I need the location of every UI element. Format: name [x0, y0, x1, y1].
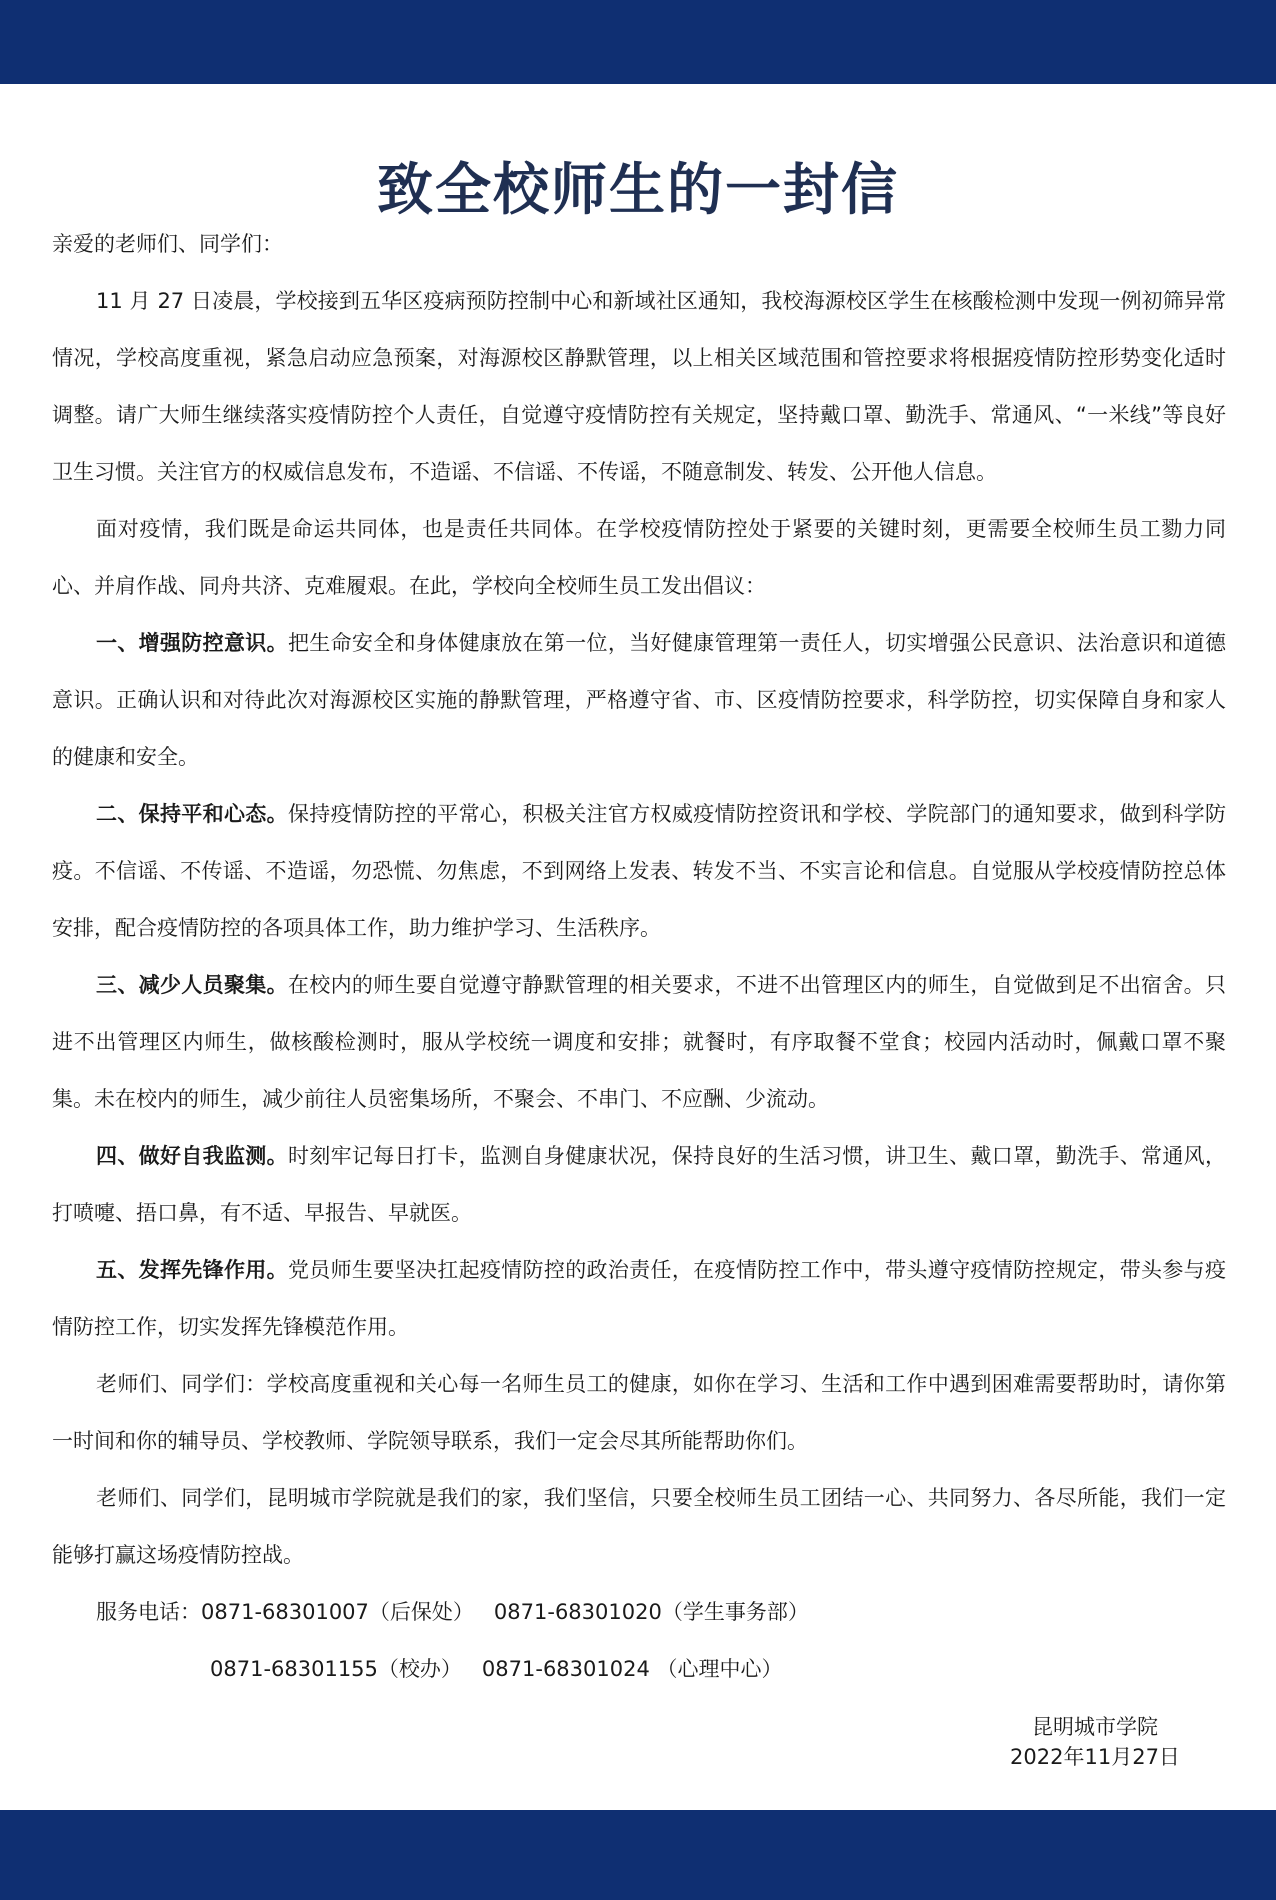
letter-body: [52, 216, 1226, 1698]
signature-organization: 昆明城市学院: [1032, 1715, 1158, 1739]
proposal-heading: 一、增强防控意识。: [96, 631, 288, 655]
closing-paragraph: 老师们、同学们，昆明城市学院就是我们的家，我们坚信，只要全校师生员工团结一心、共同努力、各尽所能，我们一定能够打赢这场疫情防控战。: [52, 1486, 1226, 1567]
proposal-heading: 四、做好自我监测。: [96, 1144, 288, 1168]
signature-date: 2022年11月27日: [1010, 1745, 1180, 1769]
proposal-text: 保持疫情防控的平常心，积极关注官方权威疫情防控资讯和学校、学院部门的通知要求，做到科学防疫。不信谣、不传谣、不造谣，勿恐慌、勿焦虑，不到网络上发表、转发不当、不实言论和信息。自觉服从学校疫情防控总体安排，配合疫情防控的各项具体工作，助力维护学习、生活秩序。: [52, 802, 1227, 940]
salutation: 亲爱的老师们、同学们：: [52, 232, 283, 256]
phone-number: 0871-68301020（学生事务部）: [493, 1600, 809, 1624]
proposal-item: [52, 957, 1226, 1128]
proposal-item: [52, 786, 1226, 957]
letter-title: 致全校师生的一封信: [377, 156, 899, 223]
closing-paragraph: 老师们、同学们：学校高度重视和关心每一名师生员工的健康，如你在学习、生活和工作中遇到困难需要帮助时，请你第一时间和你的辅导员、学校教师、学院领导联系，我们一定会尽其所能帮助你们。: [52, 1372, 1226, 1453]
proposal-text: 时刻牢记每日打卡，监测自身健康状况，保持良好的生活习惯，讲卫生、戴口罩，勤洗手、常通风，打喷嚏、捂口鼻，有不适、早报告、早就医。: [52, 1144, 1227, 1225]
proposal-item: [52, 1128, 1226, 1242]
proposal-text: 在校内的师生要自觉遵守静默管理的相关要求，不进不出管理区内的师生，自觉做到足不出宿舍。只进不出管理区内师生，做核酸检测时，服从学校统一调度和安排；就餐时，有序取餐不堂食；校园内活动时，佩戴口罩不聚集。未在校内的师生，减少前往人员密集场所，不聚会、不串门、不应酬、少流动。: [52, 973, 1227, 1111]
phone-number: 0871-68301007（后保处）: [201, 1600, 474, 1624]
proposal-heading: 二、保持平和心态。: [96, 802, 288, 826]
phone-number: 0871-68301024 （心理中心）: [481, 1657, 783, 1681]
service-phones: [52, 1584, 1226, 1698]
service-phones-row: [52, 1584, 1226, 1641]
proposal-item: [52, 615, 1226, 786]
service-phones-label: 服务电话：: [96, 1600, 201, 1624]
intro-paragraph: 面对疫情，我们既是命运共同体，也是责任共同体。在学校疫情防控处于紧要的关键时刻，更需要全校师生员工勠力同心、并肩作战、同舟共济、克难履艰。在此，学校向全校师生员工发出倡议：: [52, 517, 1226, 598]
footer-band: [0, 1810, 1276, 1900]
signature-block: [980, 1712, 1210, 1772]
header-band: [0, 0, 1276, 84]
proposal-item: [52, 1242, 1226, 1356]
proposal-text: 把生命安全和身体健康放在第一位，当好健康管理第一责任人，切实增强公民意识、法治意识和道德意识。正确认识和对待此次对海源校区实施的静默管理，严格遵守省、市、区疫情防控要求，科学防控，切实保障自身和家人的健康和安全。: [52, 631, 1227, 769]
intro-paragraph: 11 月 27 日凌晨，学校接到五华区疫病预防控制中心和新域社区通知，我校海源校区学生在核酸检测中发现一例初筛异常情况，学校高度重视，紧急启动应急预案，对海源校区静默管理，以上相关区域范围和管控要求将根据疫情防控形势变化适时调整。请广大师生继续落实疫情防控个人责任，自觉遵守疫情防控有关规定，坚持戴口罩、勤洗手、常通风、“一米线”等良好卫生习惯。关注官方的权威信息发布，不造谣、不信谣、不传谣，不随意制发、转发、公开他人信息。: [52, 289, 1226, 484]
service-phones-row: [52, 1641, 1226, 1698]
proposal-heading: 三、减少人员聚集。: [96, 973, 288, 997]
proposal-heading: 五、发挥先锋作用。: [96, 1258, 288, 1282]
proposal-text: 党员师生要坚决扛起疫情防控的政治责任，在疫情防控工作中，带头遵守疫情防控规定，带头参与疫情防控工作，切实发挥先锋模范作用。: [52, 1258, 1227, 1339]
phone-number: 0871-68301155（校办）: [210, 1657, 462, 1681]
